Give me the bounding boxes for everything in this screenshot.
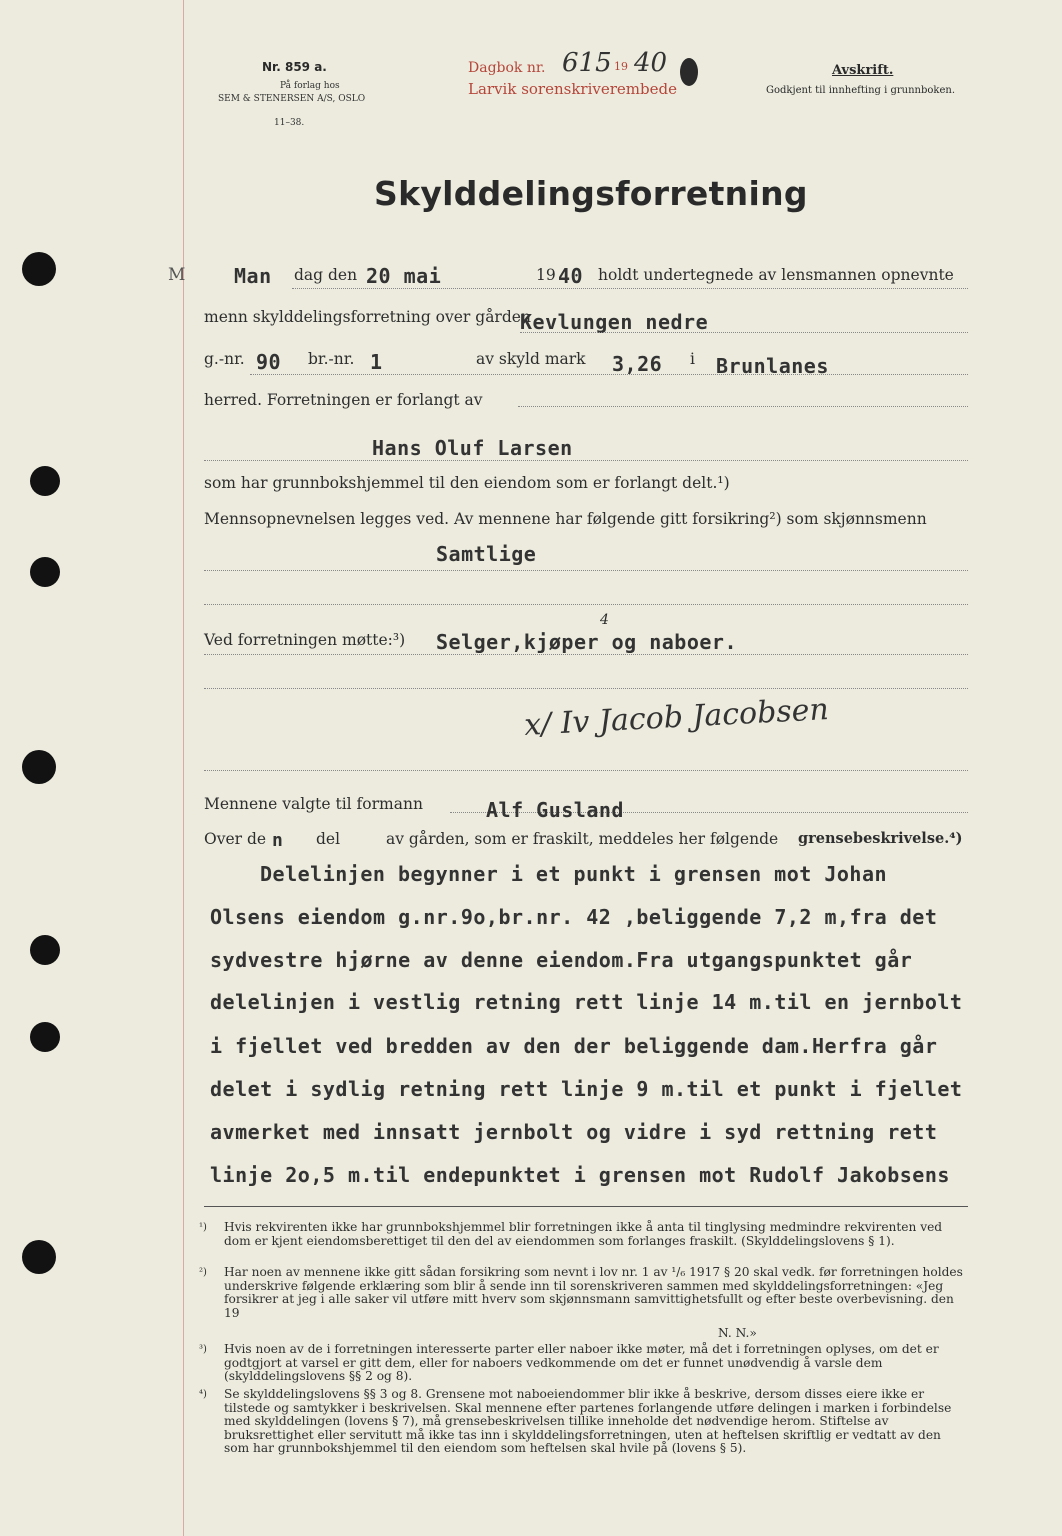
insert-mark: 4: [600, 612, 609, 628]
gnr-label: g.-nr.: [204, 350, 245, 368]
footnote-2-text: Har noen av mennene ikke gitt sådan forsikring som nevnt i lov nr. 1 av ¹/₆ 1917 § 20 skal vedk. før forretningen holdes underskrive følgende erklæring som blir å sende inn til sorenskriveren sammen med skylddelingsforretningen: «Jeg forsikrer at jeg i alle saker vil utføre mitt hverv som skjønnsmann samvittighetsfullt og efter beste overbevisning. den 19: [224, 1265, 963, 1320]
body-line-2: Olsens eiendom g.nr.9o,br.nr. 42 ,beliggende 7,2 m,fra det: [210, 905, 938, 929]
binder-hole-4: [22, 750, 56, 784]
body-line-8: linje 2o,5 m.til endepunktet i grensen mot Rudolf Jakobsens: [210, 1163, 950, 1187]
footnote-1: [199, 1220, 966, 1248]
footnote-2: [199, 1265, 966, 1320]
municipality: Brunlanes: [716, 354, 829, 378]
fill-line: [292, 288, 968, 289]
chairman-label: Mennene valgte til formann: [204, 795, 423, 813]
fill-line: [204, 460, 968, 461]
footnote-2-signoff: N. N.»: [718, 1326, 757, 1340]
body-line-3: sydvestre hjørne av denne eiendom.Fra utgangspunktet går: [210, 948, 913, 972]
skyld-value: 3,26: [612, 352, 663, 376]
footnote-3-text: Hvis noen av de i forretningen interesserte parter eller naboer ikke møter, må det i forretningen oplyses, om det er godtgjort at varsel er gitt dem, eller for naboers vedkommende om det er funnet unødvendig å varsle dem (skylddelingslovens §§ 2 og 8).: [224, 1342, 939, 1384]
body-line-1: Delelinjen begynner i et punkt i grensen mot Johan: [260, 862, 888, 886]
margin-mark: M: [168, 265, 186, 285]
body-line-5: i fjellet ved bredden av den der beliggende dam.Herfra går: [210, 1034, 938, 1058]
menn-text: Mennsopnevnelsen legges ved. Av mennene har følgende gitt forsikring²) som skjønnsmenn: [204, 510, 927, 528]
publisher-line-1: På forlag hos: [280, 81, 340, 91]
year-label: 19: [536, 266, 556, 284]
binder-hole-5: [30, 935, 60, 965]
dag-den-label: dag den: [294, 266, 358, 284]
line2-prefix: menn skylddelingsforretning over gården: [204, 308, 531, 326]
office-stamp: Larvik sorenskriverembede: [468, 80, 677, 98]
skyld-label: av skyld mark: [476, 350, 586, 368]
print-date: 11–38.: [274, 118, 305, 128]
fill-line: [204, 654, 968, 655]
footnote-4: [199, 1387, 966, 1456]
fill-line: [520, 332, 968, 333]
form-number: Nr. 859 a.: [262, 60, 327, 74]
date: 20 mai: [366, 264, 442, 288]
weekday: Man: [234, 264, 272, 288]
attended-value: Selger,kjøper og naboer.: [436, 630, 737, 654]
footnote-divider: [204, 1206, 968, 1207]
year: 40: [558, 264, 584, 288]
over-label: Over de: [204, 830, 267, 848]
footnote-4-text: Se skylddelingslovens §§ 3 og 8. Grensene mot naboeiendommer blir ikke å beskrive, dersom disses eiere ikke er tilstede og samtykker i beskrivelsen. Skal mennene efter partenes forlangende utføre delingen i marken i forbindelse med skylddelingen (lovens § 7), må grensebeskrivelsen tillike inneholde det nødvendige herom. Stiftelse av bruksrettighet eller servitutt må ikke tas inn i skylddelingsforretningen, uten at heftelsen skriftlig er vedtatt av den som har grunnbokshjemmel til den eiendom som heftelsen skal hvile på (lovens § 5).: [224, 1387, 952, 1456]
binder-hole-6: [30, 1022, 60, 1052]
copy-label: Avskrift.: [832, 63, 894, 78]
footnote-2-number: ²): [199, 1267, 207, 1278]
farm-name: Kevlungen nedre: [520, 310, 709, 334]
fill-line: [204, 688, 968, 689]
fill-line: [204, 570, 968, 571]
intro-rest: holdt undertegnede av lensmannen opnevnte: [598, 266, 954, 284]
approval-text: Godkjent til innhefting i grunnboken.: [766, 85, 955, 96]
binder-hole-3: [30, 557, 60, 587]
fill-line: [204, 770, 968, 771]
stamp-year: 40: [634, 48, 668, 78]
footnote-3: [199, 1342, 966, 1384]
fill-line: [518, 406, 968, 407]
i-label: i: [690, 350, 695, 368]
publisher-line-2: SEM & STENERSEN A/S, OSLO: [218, 94, 366, 104]
body-line-7: avmerket med innsatt jernbolt og vidre i syd rettning rett: [210, 1120, 938, 1144]
fill-line: [250, 374, 968, 375]
footnote-4-number: ⁴): [199, 1389, 207, 1400]
dagbok-label: Dagbok nr.: [468, 60, 546, 76]
red-margin-line: [183, 0, 184, 1536]
stamp-year-prefix: 19: [614, 60, 628, 73]
dagbok-number: 615: [562, 48, 612, 78]
requester: Hans Oluf Larsen: [372, 436, 573, 460]
fill-line: [204, 604, 968, 605]
signature: x/ Iv Jacob Jacobsen: [523, 692, 830, 743]
binder-hole-1: [22, 252, 56, 286]
body-line-6: delet i sydlig retning rett linje 9 m.til et punkt i fjellet: [210, 1077, 963, 1101]
footnote-3-number: ³): [199, 1344, 207, 1355]
body-line-4: delelinjen i vestlig retning rett linje 14 m.til en jernbolt: [210, 990, 963, 1014]
footnote-1-text: Hvis rekvirenten ikke har grunnbokshjemmel blir forretningen ikke å anta til tinglysing medmindre rekvirenten ved dom er kjent eiendomsberettiget til den del av eiendommen som forlanges fraskilt. (Skylddelingslovens § 1).: [224, 1220, 943, 1248]
herred-text: herred. Forretningen er forlangt av: [204, 391, 483, 409]
document-title: Skylddelingsforretning: [374, 174, 808, 213]
binder-hole-2: [30, 466, 60, 496]
over-n: n: [272, 830, 284, 851]
sworn-men: Samtlige: [436, 542, 537, 566]
boundary-heading: grensebeskrivelse.⁴): [798, 830, 963, 847]
boundary-intro: av gården, som er fraskilt, meddeles her følgende: [386, 830, 779, 848]
hjemmel-text: som har grunnbokshjemmel til den eiendom som er forlangt delt.¹): [204, 474, 730, 492]
brnr-value: 1: [370, 350, 383, 374]
brnr-label: br.-nr.: [308, 350, 355, 368]
ink-blot: [680, 58, 698, 86]
binder-hole-7: [22, 1240, 56, 1274]
gnr-value: 90: [256, 350, 282, 374]
attended-label: Ved forretningen møtte:³): [204, 631, 406, 649]
del-label: del: [316, 830, 341, 848]
footnote-1-number: ¹): [199, 1222, 207, 1233]
chairman: Alf Gusland: [486, 798, 624, 822]
